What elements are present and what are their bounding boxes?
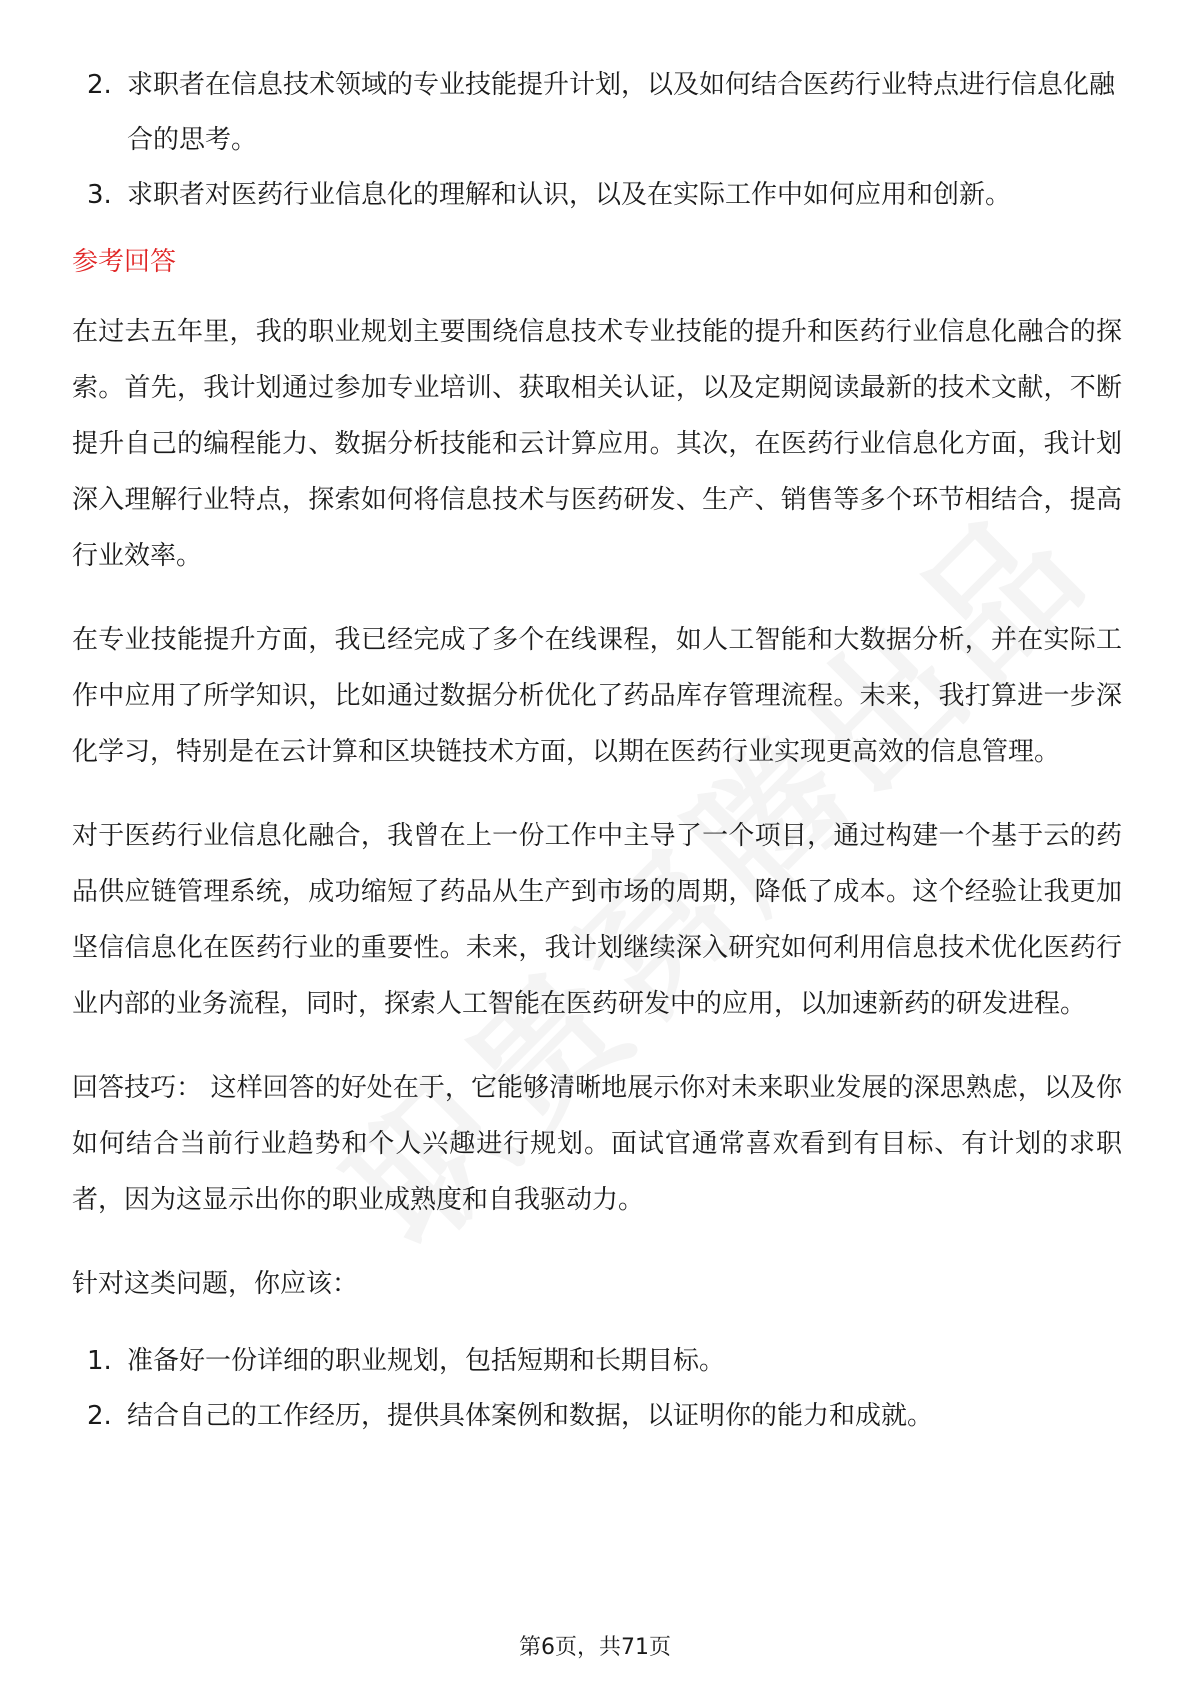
tips-paragraph: 回答技巧： 这样回答的好处在于，它能够清晰地展示你对未来职业发展的深思熟虑，以及你如何结合当前行业趋势和个人兴趣进行规划。面试官通常喜欢看到有目标、有计划的求职者，因为这显示出你的职业成熟度和自我驱动力。 — [72, 1073, 1122, 1215]
section-heading: 参考回答 — [72, 247, 177, 277]
question-list — [72, 58, 1122, 223]
list-text: 结合自己的工作经历，提供具体案例和数据，以证明你的能力和成就。 — [127, 1401, 934, 1431]
list-item — [72, 1389, 1122, 1444]
answer-paragraph-1: 在过去五年里，我的职业规划主要围绕信息技术专业技能的提升和医药行业信息化融合的探索。首先，我计划通过参加专业培训、获取相关认证，以及定期阅读最新的技术文献，不断提升自己的编程能力、数据分析技能和云计算应用。其次，在医药行业信息化方面，我计划深入理解行业特点，探索如何将信息技术与医药研发、生产、销售等多个环节相结合，提高行业效率。 — [72, 317, 1122, 571]
list-text: 求职者对医药行业信息化的理解和认识，以及在实际工作中如何应用和创新。 — [127, 180, 1012, 210]
list-item — [72, 168, 1122, 223]
list-item — [72, 1334, 1122, 1389]
advice-list — [72, 1334, 1122, 1444]
list-number: 2. — [87, 70, 112, 100]
answer-paragraph-2: 在专业技能提升方面，我已经完成了多个在线课程，如人工智能和大数据分析，并在实际工作中应用了所学知识，比如通过数据分析优化了药品库存管理流程。未来，我打算进一步深化学习，特别是在云计算和区块链技术方面，以期在医药行业实现更高效的信息管理。 — [72, 625, 1122, 767]
page-number-footer: 第6页，共71页 — [519, 1635, 671, 1660]
list-number: 3. — [87, 180, 112, 210]
list-number: 2. — [87, 1401, 112, 1431]
advice-intro: 针对这类问题，你应该： — [72, 1269, 359, 1299]
page-content — [72, 58, 1122, 1444]
list-text: 准备好一份详细的职业规划，包括短期和长期目标。 — [127, 1346, 726, 1376]
list-item — [72, 58, 1122, 168]
list-text: 求职者在信息技术领域的专业技能提升计划，以及如何结合医药行业特点进行信息化融合的思考。 — [127, 70, 1116, 155]
list-number: 1. — [87, 1346, 112, 1376]
answer-paragraph-3: 对于医药行业信息化融合，我曾在上一份工作中主导了一个项目，通过构建一个基于云的药品供应链管理系统，成功缩短了药品从生产到市场的周期，降低了成本。这个经验让我更加坚信信息化在医药行业的重要性。未来，我计划继续深入研究如何利用信息技术优化医药行业内部的业务流程，同时，探索人工智能在医药研发中的应用，以加速新药的研发进程。 — [72, 821, 1122, 1019]
